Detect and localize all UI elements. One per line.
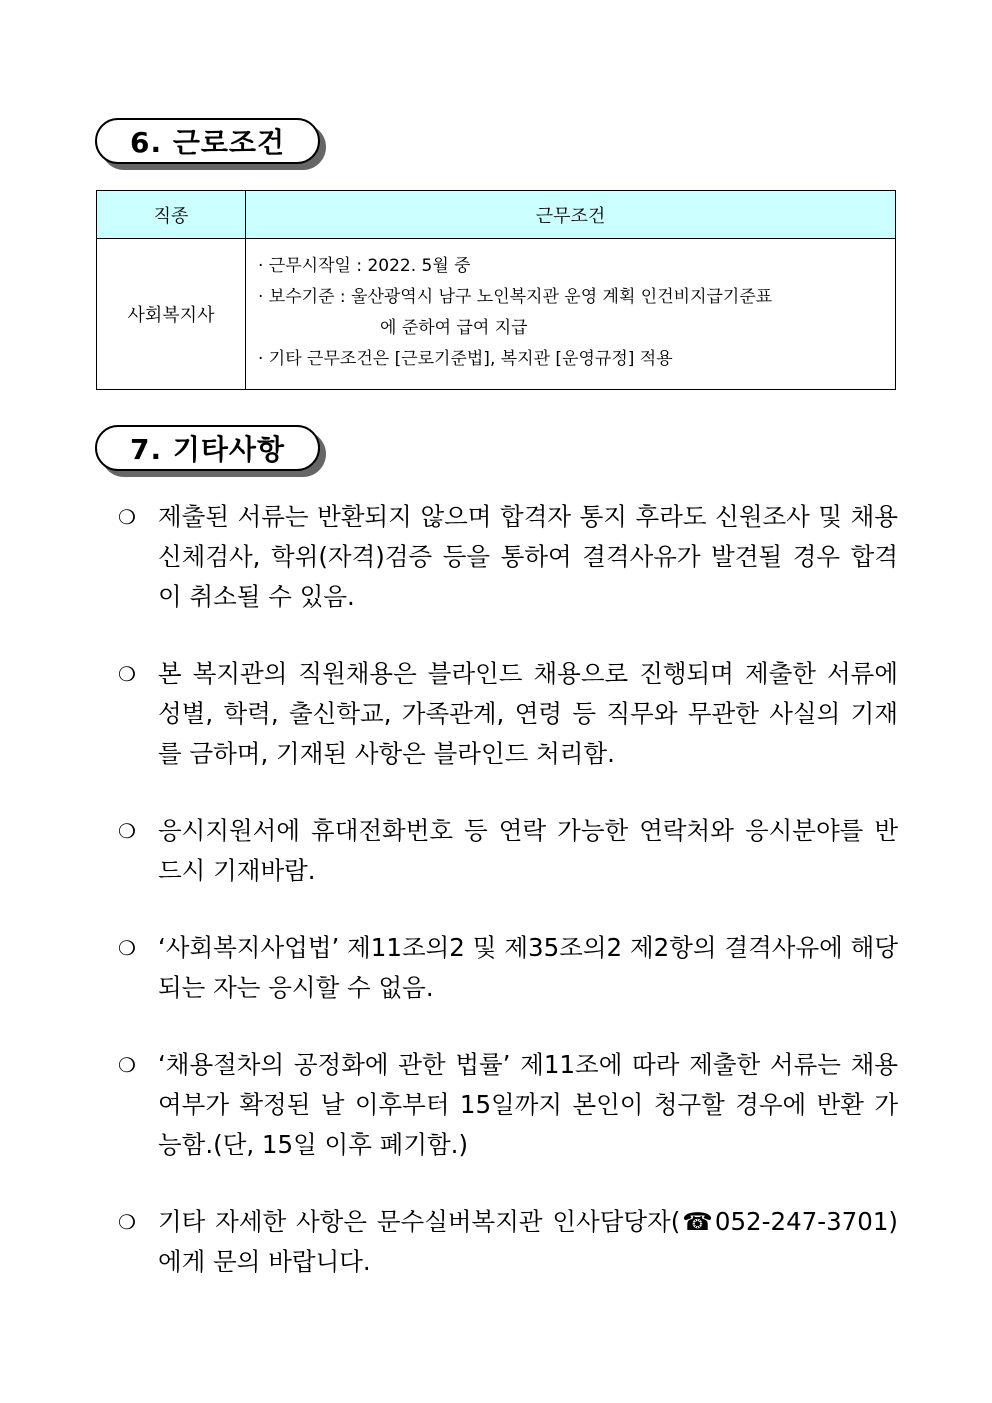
section-7-title: 7. 기타사항	[95, 425, 320, 471]
list-item	[118, 654, 898, 774]
header-conditions: 근무조건	[246, 191, 896, 239]
note-text: 본 복지관의 직원채용은 블라인드 채용으로 진행되며 제출한 서류에 성별, 학력, 출신학교, 가족관계, 연령 등 직무와 무관한 사실의 기재를 금하며, 기재된 사항은 블라인드 처리함.	[158, 659, 898, 768]
circle-bullet-icon: ❍	[118, 819, 136, 843]
list-item	[118, 1202, 898, 1282]
conditions-cell	[246, 239, 896, 390]
circle-bullet-icon: ❍	[118, 1053, 136, 1077]
condition-salary-cont: 에 준하여 급여 지급	[380, 318, 528, 338]
notes-list	[118, 497, 898, 1319]
circle-bullet-icon: ❍	[118, 936, 136, 960]
list-item	[118, 811, 898, 891]
section-6-title: 6. 근로조건	[95, 118, 320, 164]
circle-bullet-icon: ❍	[118, 1210, 136, 1234]
table-header-row	[97, 191, 896, 239]
list-item	[118, 928, 898, 1008]
note-text: ‘채용절차의 공정화에 관한 법률’ 제11조에 따라 제출한 서류는 채용여부가 확정된 날 이후부터 15일까지 본인이 청구할 경우에 반환 가능함.(단, 15일 이후 폐기함.)	[158, 1050, 898, 1159]
list-item	[118, 497, 898, 617]
list-item	[118, 1045, 898, 1165]
job-cell: 사회복지사	[97, 239, 246, 390]
section-7-heading	[95, 425, 320, 471]
note-text: ‘사회복지사업법’ 제11조의2 및 제35조의2 제2항의 결격사유에 해당되는 자는 응시할 수 없음.	[158, 933, 898, 1002]
section-6-heading	[95, 118, 320, 164]
circle-bullet-icon: ❍	[118, 662, 136, 686]
circle-bullet-icon: ❍	[118, 505, 136, 529]
note-text: 응시지원서에 휴대전화번호 등 연락 가능한 연락처와 응시분야를 반드시 기재바람.	[158, 816, 898, 885]
condition-start-date: · 근무시작일 : 2022. 5월 중	[258, 256, 471, 276]
condition-other: · 기타 근무조건은 [근로기준법], 복지관 [운영규정] 적용	[258, 349, 673, 369]
note-text: 제출된 서류는 반환되지 않으며 합격자 통지 후라도 신원조사 및 채용신체검사, 학위(자격)검증 등을 통하여 결격사유가 발견될 경우 합격이 취소될 수 있음.	[158, 502, 898, 611]
header-job: 직종	[97, 191, 246, 239]
table-row	[97, 239, 896, 390]
working-conditions-table	[96, 190, 896, 390]
note-text: 기타 자세한 사항은 문수실버복지관 인사담당자(☎052-247-3701)에게 문의 바랍니다.	[158, 1207, 898, 1276]
condition-salary: · 보수기준 : 울산광역시 남구 노인복지관 운영 계획 인건비지급기준표	[258, 287, 773, 307]
